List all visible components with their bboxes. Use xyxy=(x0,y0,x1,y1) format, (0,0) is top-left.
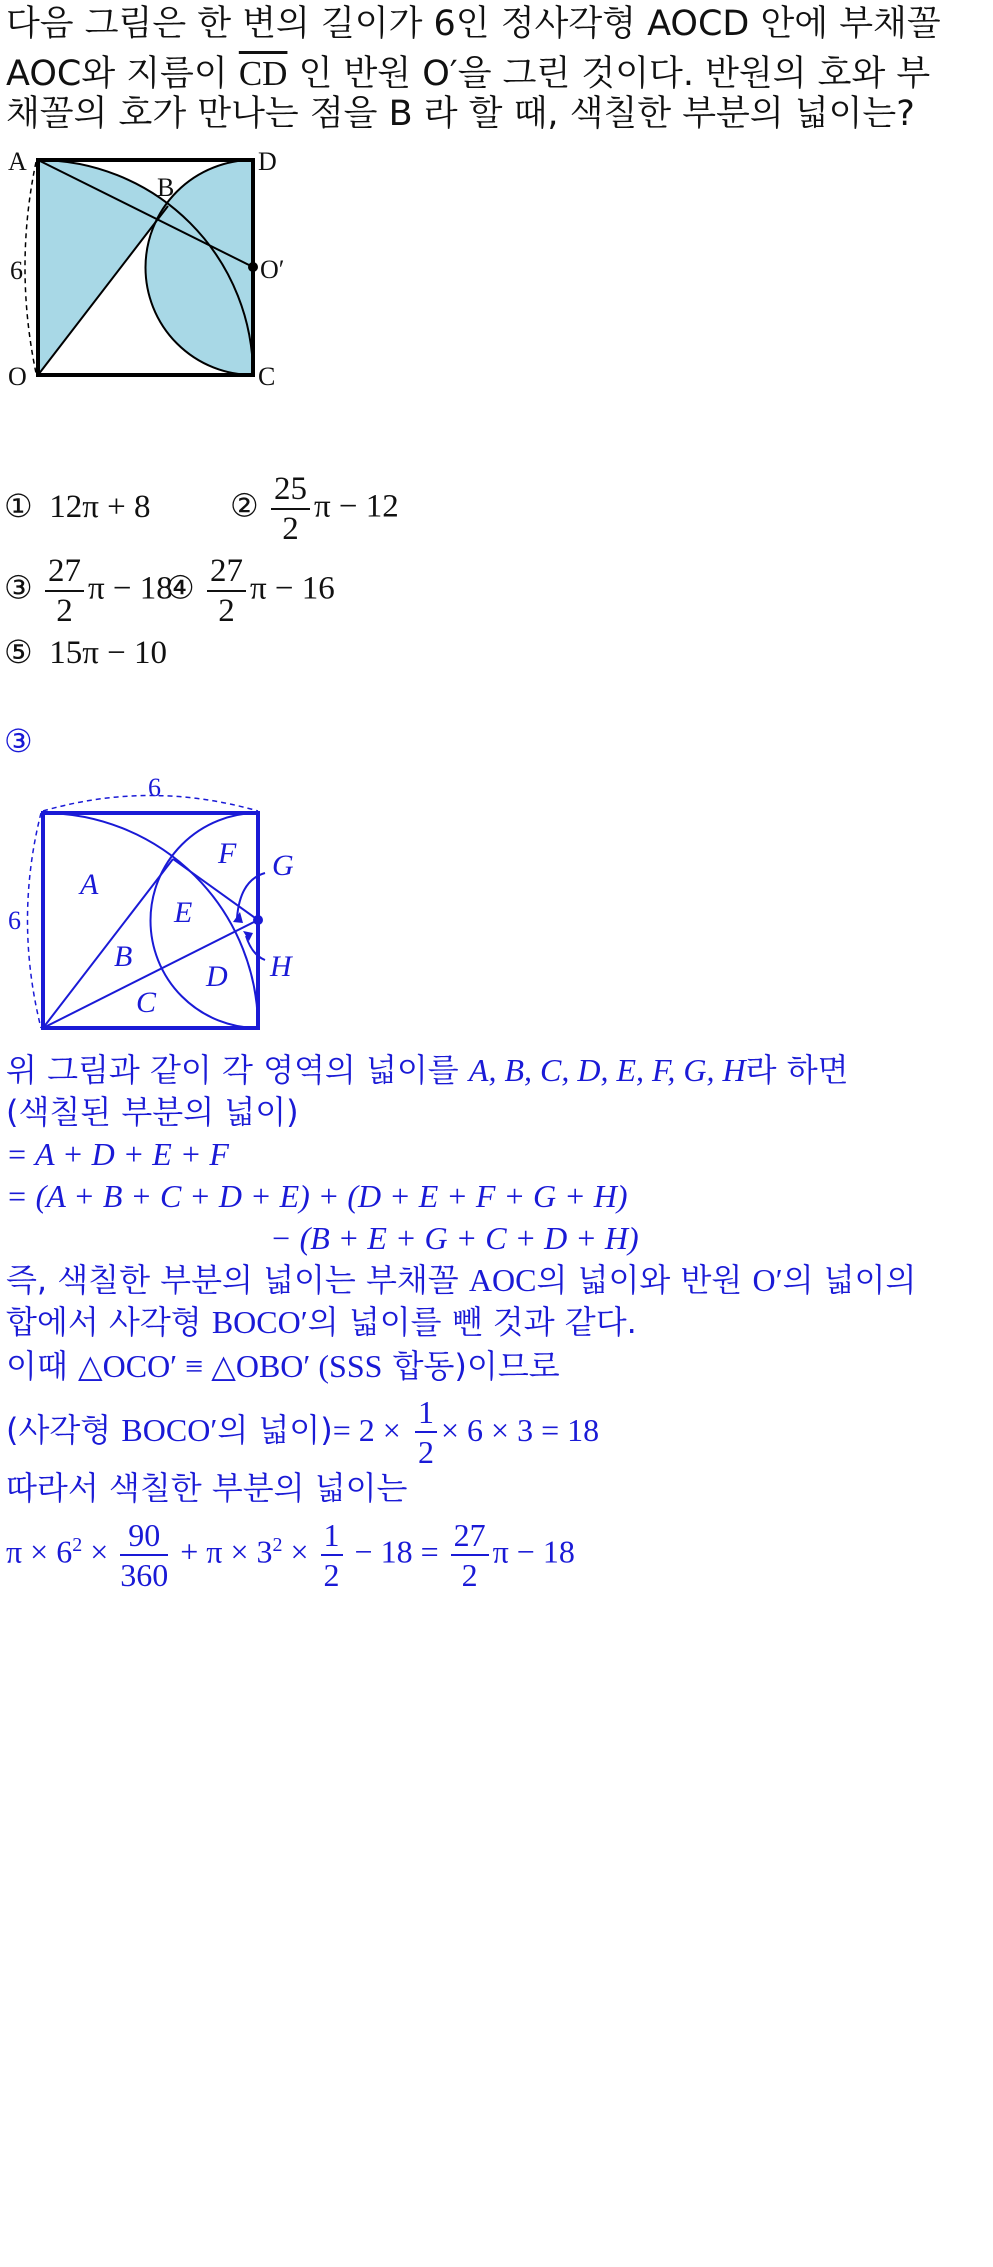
question-line-2 xyxy=(6,52,930,96)
solution-line-3: = A + D + E + F xyxy=(6,1136,229,1172)
solution-line-11: $\pi \times 6^2$ × $\frac{90}{360}$ + $\pi \times 3^2$ × $\frac{1}{2}$ − 18 = $\frac{27}{2}$ π − 18 xyxy=(6,1517,575,1594)
region-g-label: G xyxy=(272,849,294,882)
label-d: D xyxy=(258,147,277,176)
answer-mark: ③ xyxy=(4,722,33,760)
question-line-1: 다음 그림은 한 변의 길이가 6인 정사각형 AOCD 안에 부채꼴 xyxy=(6,4,941,44)
label-o-prime: O′ xyxy=(260,255,285,284)
solution-line-4: = (A + B + C + D + E) + (D + E + F + G + H) xyxy=(6,1178,628,1214)
solution-line-7: 합에서 사각형 BOCO′의 넓이를 뺀 것과 같다. xyxy=(6,1303,637,1341)
point-o-prime xyxy=(248,262,258,272)
option-1[interactable]: ① 12π + 8 xyxy=(4,487,151,525)
label-b: B xyxy=(157,173,175,202)
solution-line-2: (색칠된 부분의 넓이) xyxy=(6,1093,299,1131)
label-o: O xyxy=(8,362,27,391)
option-5[interactable]: ⑤ 15π − 10 xyxy=(4,633,167,671)
solution-line-6: 즉, 색칠한 부분의 넓이는 부채꼴 AOC의 넓이와 반원 O′의 넓이의 xyxy=(6,1261,917,1299)
region-d-label: D xyxy=(206,960,228,993)
solution-line-5: − (B + E + G + C + D + H) xyxy=(270,1220,639,1256)
solution-point-o-prime xyxy=(253,915,263,925)
region-f-label: F xyxy=(218,837,237,870)
figure-solution-diagram xyxy=(0,770,320,1040)
label-a: A xyxy=(8,147,27,176)
sol-label-left-6: 6 xyxy=(8,906,21,935)
label-side-6: 6 xyxy=(10,256,23,285)
solution-line-8: 이때 △OCO′ ≡ △OBO′ (SSS 합동)이므로 xyxy=(6,1347,560,1385)
region-a-label: A xyxy=(80,868,99,901)
option-2[interactable]: ② $\frac{25}{2}$ π − 12 xyxy=(230,471,399,547)
region-c-label: C xyxy=(136,986,157,1019)
region-e-label: E xyxy=(174,896,193,929)
side-brace xyxy=(25,162,36,373)
sol-label-top-6: 6 xyxy=(148,773,161,802)
label-c: C xyxy=(258,362,276,391)
region-h-label: H xyxy=(270,950,292,983)
question-line-2c: 인 반원 O′을 그린 것이다. 반원의 호와 부 xyxy=(287,54,931,94)
solution-line-9: (사각형 BOCO′의 넓이)= 2 × $\frac{1}{2}$ × 6 × 3 = 18 xyxy=(6,1394,600,1470)
question-line-3: 채꼴의 호가 만나는 점을 B 라 할 때, 색칠한 부분의 넓이는? xyxy=(6,94,915,134)
solution-line-1: 위 그림과 같이 각 영역의 넓이를 A, B, C, D, E, F, G, H라 하면 xyxy=(6,1051,849,1089)
region-b-label: B xyxy=(114,940,133,973)
question-line-2a: AOC와 지름이 xyxy=(6,54,239,94)
arrow-g xyxy=(237,873,265,918)
option-4[interactable]: ④ $\frac{27}{2}$ π − 16 xyxy=(166,553,335,629)
left-brace xyxy=(28,813,42,1028)
segment-cd: $\overline{CD}$ xyxy=(238,54,288,93)
option-3[interactable]: ③ $\frac{27}{2}$ π − 18 xyxy=(4,553,173,629)
solution-line-10: 따라서 색칠한 부분의 넓이는 xyxy=(6,1469,408,1507)
